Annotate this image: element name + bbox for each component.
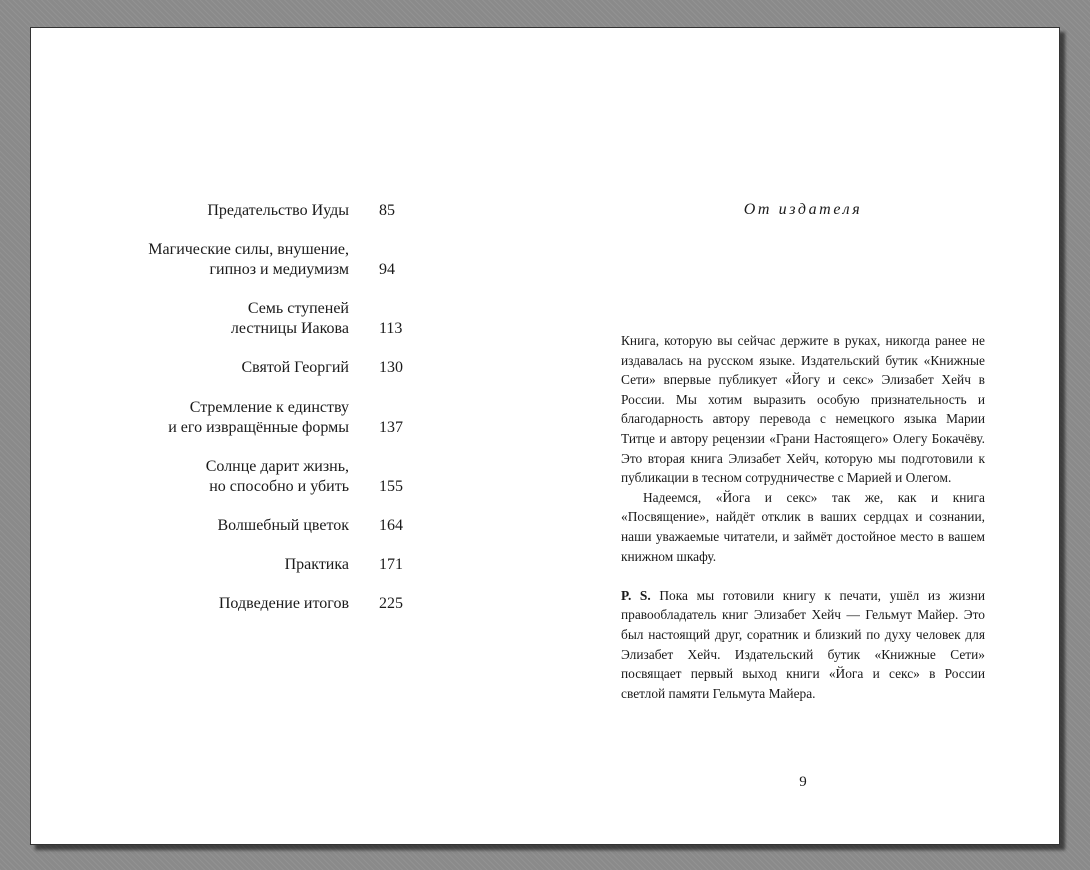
toc-title-line: Стремление к единству	[189, 399, 349, 416]
toc-title-line: лестницы Иакова	[230, 320, 349, 337]
publisher-heading: От издателя	[743, 201, 863, 218]
toc-entry	[31, 358, 531, 378]
toc-entry	[31, 299, 531, 339]
table-of-contents	[31, 28, 531, 844]
toc-entry-title	[168, 398, 349, 438]
toc-title-line: Волшебный цветок	[217, 517, 349, 534]
toc-title-line: Семь ступеней	[247, 300, 349, 317]
toc-title-line: Святой Георгий	[241, 359, 349, 376]
toc-entry-title	[241, 358, 349, 378]
publisher-page	[621, 28, 985, 844]
postscript-paragraph	[621, 586, 985, 704]
toc-entry	[31, 594, 531, 614]
page-number: 9	[799, 774, 807, 790]
toc-entry-title	[219, 594, 349, 614]
toc-title-line: но способно и убить	[209, 478, 349, 495]
postscript-text: Пока мы готовили книгу к печати, ушёл из жизни правообладатель книг Элизабет Хейч — Гельмут Майер. Это был настоящий друг, соратник и близкий по духу человек для Элизабет Хейч. Издательский бутик «Книжные Сети» посвящает первый выход книги «Йога и секс» в России светлой памяти Гельмута Майера.	[621, 587, 985, 701]
toc-entry	[31, 516, 531, 536]
toc-page-number: 85	[379, 202, 395, 219]
toc-entry-title	[285, 555, 349, 575]
toc-entry	[31, 457, 531, 497]
toc-page-number: 171	[379, 556, 403, 573]
toc-title-line: Подведение итогов	[218, 595, 349, 612]
toc-page-number: 225	[379, 595, 403, 612]
toc-title-line: Предательство Иуды	[207, 202, 349, 219]
toc-title-line: Солнце дарит жизнь,	[205, 458, 349, 475]
toc-entry-title	[217, 516, 349, 536]
toc-title-line: Магические силы, внушение,	[148, 241, 349, 258]
toc-entry	[31, 555, 531, 575]
toc-entry	[31, 201, 531, 221]
paragraph: Книга, которую вы сейчас держите в руках, никогда ранее не издавалась на русском языке. Издательский бутик «Книжные Сети» впервые публикует «Йогу и секс» Элизабет Хейч в России. Мы хотим выразить особую признательность и благодарность автору перевода с немецкого языка Марии Титце и автору рецензии «Грани Настоящего» Олегу Бокачёву. Это вторая книга Элизабет Хейч, которую мы подготовили к публикации в тесном сотрудничестве с Марией и Олегом.	[621, 333, 985, 486]
postscript-label: P. S.	[621, 587, 651, 603]
toc-title-line: Практика	[284, 556, 349, 573]
toc-entry-title	[231, 299, 349, 339]
toc-title-line: и его извращённые формы	[168, 419, 349, 436]
toc-entry	[31, 240, 531, 280]
toc-entry-title	[148, 240, 349, 280]
toc-entry-title	[207, 201, 349, 221]
publisher-text	[621, 331, 985, 703]
toc-page-number: 130	[379, 359, 403, 376]
book-spread	[30, 27, 1060, 845]
toc-entry-title	[206, 457, 349, 497]
toc-page-number: 155	[379, 478, 403, 495]
toc-page-number: 137	[379, 419, 403, 436]
toc-page-number: 113	[379, 320, 403, 337]
toc-title-line: гипноз и медиумизм	[209, 261, 349, 278]
toc-page-number: 94	[379, 261, 395, 278]
toc-page-number: 164	[379, 517, 403, 534]
toc-entry	[31, 398, 531, 438]
paragraph: Надеемся, «Йога и секс» так же, как и книга «Посвящение», найдёт отклик в ваших сердцах и сознании, наши уважаемые читатели, и займёт достойное место в вашем книжном шкафу.	[621, 489, 985, 564]
